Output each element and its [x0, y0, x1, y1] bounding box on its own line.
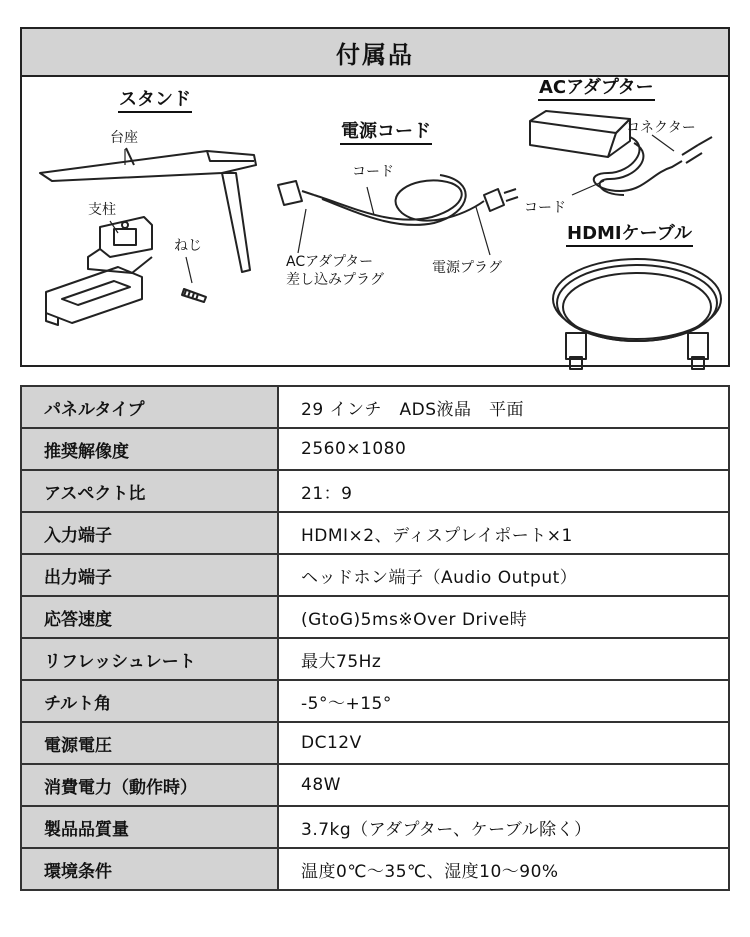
spec-value: 3.7kg（アダプター、ケーブル除く） [278, 806, 729, 848]
spec-row [21, 386, 729, 428]
power-cord-illustration [262, 77, 532, 367]
spec-row [21, 638, 729, 680]
spec-row [21, 848, 729, 890]
spec-key: 入力端子 [21, 512, 278, 554]
spec-table [20, 385, 730, 891]
spec-key: 消費電力（動作時） [21, 764, 278, 806]
power-cord-heading: 電源コード [340, 121, 432, 145]
spec-row [21, 512, 729, 554]
spec-value: DC12V [278, 722, 729, 764]
ac-adapter-cord-label: コード [524, 200, 566, 216]
hdmi-cable-heading: HDMIケーブル [566, 223, 693, 247]
spec-row [21, 764, 729, 806]
stand-base-label: 台座 [110, 130, 138, 146]
spec-key: パネルタイプ [21, 386, 278, 428]
spec-value: 21：9 [278, 470, 729, 512]
accessories-title: 付属品 [22, 29, 728, 77]
spec-row [21, 680, 729, 722]
power-cord-cord-label: コード [352, 164, 394, 180]
spec-row [21, 806, 729, 848]
spec-value: 温度0℃～35℃、湿度10～90% [278, 848, 729, 890]
accessories-section [20, 27, 730, 367]
spec-row [21, 596, 729, 638]
spec-row [21, 722, 729, 764]
spec-key: 製品品質量 [21, 806, 278, 848]
stand-illustration [22, 77, 282, 367]
stand-screw-label: ねじ [174, 238, 202, 254]
spec-key: アスペクト比 [21, 470, 278, 512]
stand-heading: スタンド [118, 89, 192, 113]
accessories-illustrations [22, 77, 728, 367]
ac-adapter-connector-label: コネクター [626, 120, 696, 136]
spec-value: -5°～+15° [278, 680, 729, 722]
spec-row [21, 470, 729, 512]
spec-row [21, 428, 729, 470]
spec-key: 応答速度 [21, 596, 278, 638]
spec-row [21, 554, 729, 596]
power-cord-adapter-plug-label-2: 差し込みプラグ [286, 272, 384, 288]
spec-value: (GtoG)5ms※Over Drive時 [278, 596, 729, 638]
spec-value: 最大75Hz [278, 638, 729, 680]
spec-key: 環境条件 [21, 848, 278, 890]
ac-adapter-illustration [512, 77, 732, 227]
spec-key: チルト角 [21, 680, 278, 722]
spec-value: 48W [278, 764, 729, 806]
spec-value: 2560×1080 [278, 428, 729, 470]
stand-pillar-label: 支柱 [88, 202, 116, 218]
spec-key: 出力端子 [21, 554, 278, 596]
spec-key: 推奨解像度 [21, 428, 278, 470]
spec-value: ヘッドホン端子（Audio Output） [278, 554, 729, 596]
power-cord-adapter-plug-label-1: ACアダプター [286, 254, 374, 270]
spec-key: 電源電圧 [21, 722, 278, 764]
spec-key: リフレッシュレート [21, 638, 278, 680]
ac-adapter-heading: ACアダプター [538, 77, 655, 101]
power-cord-plug-label: 電源プラグ [432, 260, 502, 276]
spec-value: HDMI×2、ディスプレイポート×1 [278, 512, 729, 554]
hdmi-cable-illustration [542, 253, 732, 373]
spec-value: 29 インチ ADS液晶 平面 [278, 386, 729, 428]
